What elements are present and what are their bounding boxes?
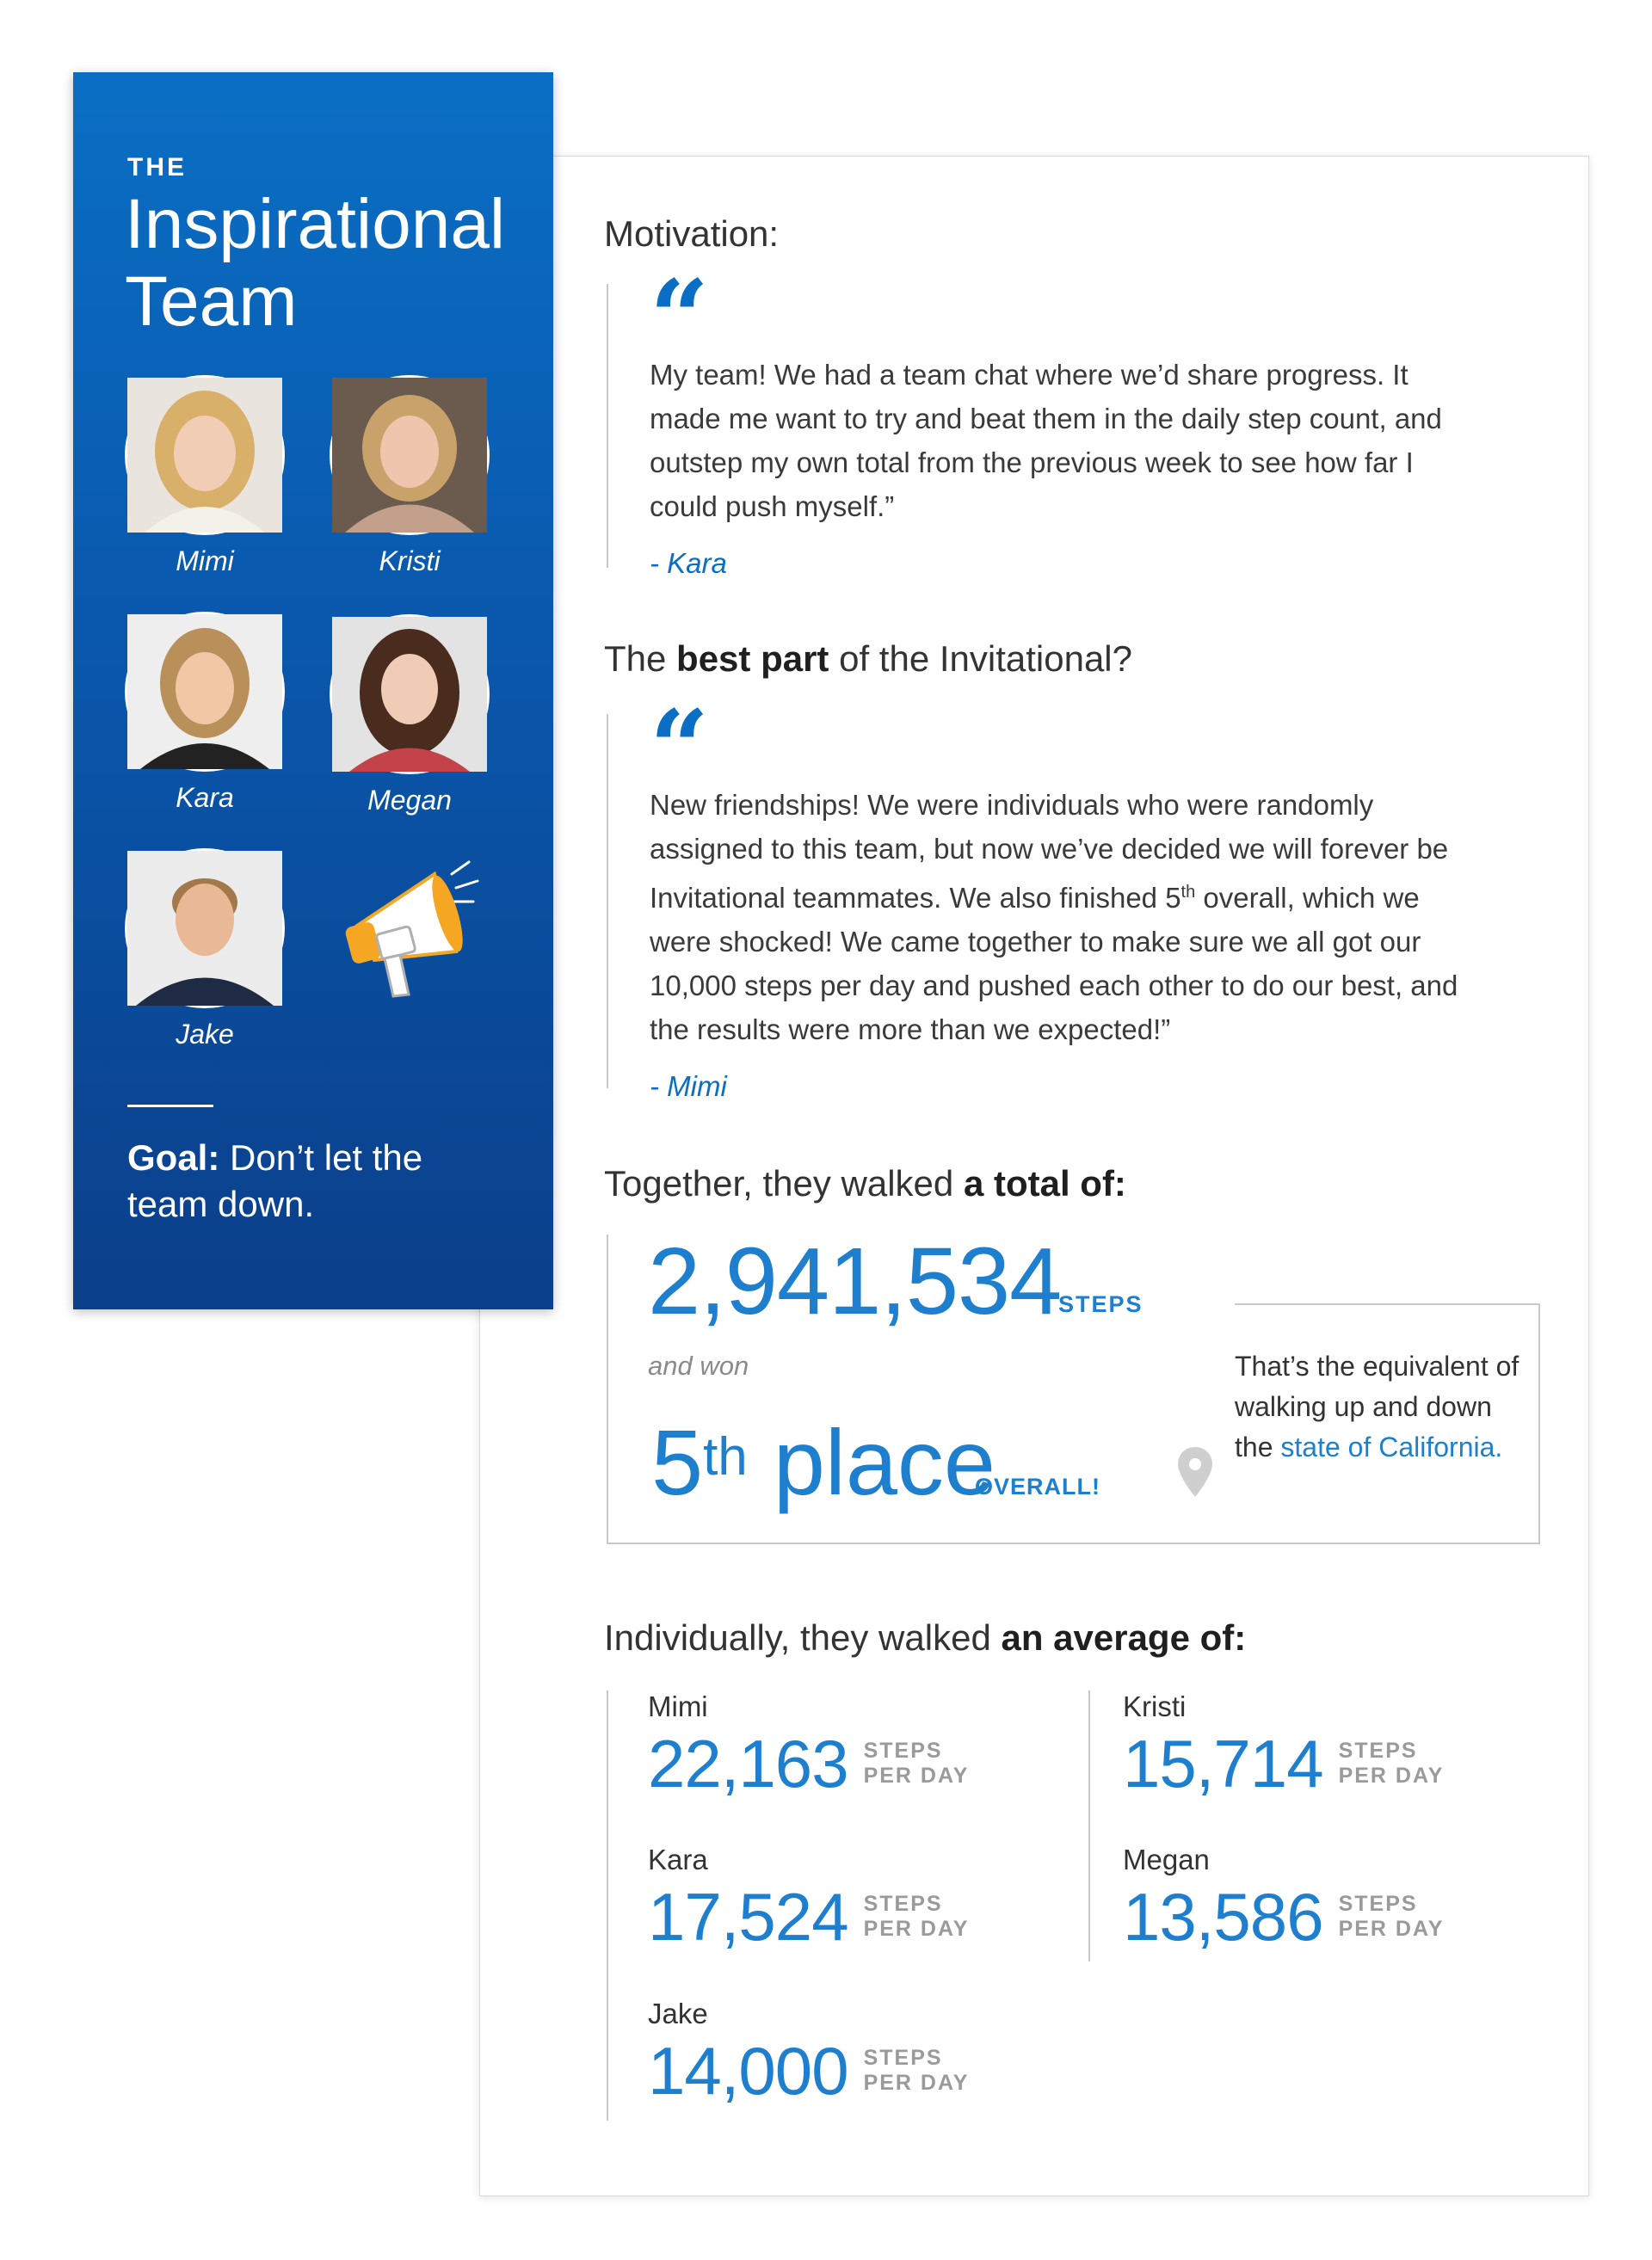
avatar <box>125 612 285 772</box>
goal-label: Goal: <box>127 1137 220 1178</box>
quote-icon: “ <box>650 687 710 809</box>
label-per-day: PER DAY <box>1338 1764 1445 1788</box>
person-stat <box>1123 1844 1553 1954</box>
heading-pre: The <box>604 638 677 679</box>
map-pin-icon <box>1176 1445 1214 1499</box>
place-number: 5 <box>651 1410 704 1514</box>
person-steps: 14,000 <box>648 2033 848 2109</box>
person-name: Megan <box>1123 1844 1210 1875</box>
person-name: Mimi <box>648 1690 708 1722</box>
divider <box>607 1690 608 2121</box>
equiv-highlight: state of California. <box>1280 1432 1503 1463</box>
member-kara <box>125 612 285 814</box>
megaphone-icon <box>331 857 478 1003</box>
steps-per-day-label <box>1339 1892 1445 1942</box>
person-stat <box>648 1998 1078 2108</box>
sidebar-pretitle: THE <box>127 153 187 182</box>
member-kristi <box>330 375 490 577</box>
label-steps: STEPS <box>863 2046 943 2070</box>
divider <box>1235 1303 1540 1305</box>
place-value <box>651 1410 996 1514</box>
overall-label: OVERALL! <box>975 1474 1100 1499</box>
avatar <box>125 848 285 1008</box>
heading-bold: best part <box>676 638 829 679</box>
person-name: Kara <box>648 1844 708 1875</box>
label-steps: STEPS <box>863 1892 943 1916</box>
member-name: Mimi <box>176 545 234 576</box>
label-per-day: PER DAY <box>863 2071 970 2095</box>
person-stat <box>648 1690 1078 1801</box>
quote-part-2: overall, which we were shocked! We came together to make sure we all got our 10,000 steps per day and pushed each other to do our best, and the results were more than we expected!” <box>650 882 1458 1045</box>
divider <box>1088 1690 1090 1961</box>
avatar <box>330 375 490 535</box>
quote-author: - Mimi <box>650 1070 727 1102</box>
quote-text <box>650 783 1476 1051</box>
average-heading <box>604 1617 1246 1659</box>
person-steps: 17,524 <box>648 1879 848 1955</box>
steps-per-day-label <box>864 1739 970 1789</box>
quote-sup: th <box>1180 883 1196 902</box>
divider <box>127 1105 213 1107</box>
equivalent-text <box>1235 1346 1527 1468</box>
label-steps: STEPS <box>1338 1739 1418 1763</box>
steps-per-day-label <box>1339 1739 1445 1789</box>
person-name: Jake <box>648 1998 708 2029</box>
quote-icon: “ <box>650 257 710 379</box>
equiv-text: That’s the equivalent of walking up and down the <box>1235 1351 1519 1463</box>
member-mimi <box>125 375 285 577</box>
team-goal <box>127 1135 489 1228</box>
label-per-day: PER DAY <box>863 1764 970 1788</box>
total-steps-value: 2,941,534 <box>648 1229 1062 1334</box>
best-part-quote <box>607 687 1476 1102</box>
person-steps: 15,714 <box>1123 1726 1323 1801</box>
member-jake <box>125 848 285 1050</box>
team-sidebar <box>73 72 553 1309</box>
total-panel <box>607 1229 1540 1544</box>
label-steps: STEPS <box>1338 1892 1418 1916</box>
steps-per-day-label <box>864 1892 970 1942</box>
heading-bold: an average of: <box>1001 1617 1247 1658</box>
place-word: place <box>773 1410 996 1514</box>
quote-part-1: New friendships! We were individuals who were randomly assigned to this team, but now we’ve decided we will forever be Invitational teammates. We also finished 5 <box>650 789 1449 914</box>
heading-pre: Together, they walked <box>604 1163 964 1204</box>
place-sup: th <box>703 1427 748 1487</box>
member-name: Jake <box>176 1019 234 1050</box>
person-steps: 13,586 <box>1123 1879 1323 1955</box>
team-title: Inspirational Team <box>125 185 506 341</box>
member-megan <box>330 614 490 816</box>
motivation-heading: Motivation: <box>604 213 780 254</box>
steps-label: STEPS <box>1058 1291 1143 1317</box>
quote-text: My team! We had a team chat where we’d share progress. It made me want to try and beat them in the daily step count, and outstep my own total from the previous week to see how far I could push myself.” <box>650 359 1442 522</box>
won-text: and won <box>648 1351 749 1381</box>
average-panel <box>607 1690 1467 2121</box>
avatar <box>330 614 490 774</box>
avatar <box>125 375 285 535</box>
person-name: Kristi <box>1123 1690 1187 1722</box>
heading-post: of the Invitational? <box>829 638 1132 679</box>
heading-bold: a total of: <box>963 1163 1126 1204</box>
member-name: Megan <box>367 785 452 816</box>
best-part-heading <box>604 638 1132 680</box>
total-heading <box>604 1163 1126 1204</box>
person-steps: 22,163 <box>648 1726 848 1801</box>
label-steps: STEPS <box>863 1739 943 1763</box>
member-name: Kara <box>176 782 234 813</box>
heading-pre: Individually, they walked <box>604 1617 1002 1658</box>
label-per-day: PER DAY <box>863 1917 970 1941</box>
person-stat <box>1123 1690 1553 1801</box>
motivation-quote <box>607 257 1476 579</box>
goal-text: Don’t let the team down. <box>127 1137 423 1224</box>
label-per-day: PER DAY <box>1338 1917 1445 1941</box>
steps-per-day-label <box>864 2046 970 2096</box>
member-name: Kristi <box>379 545 441 576</box>
person-stat <box>648 1844 1078 1954</box>
quote-author: - Kara <box>650 547 727 579</box>
